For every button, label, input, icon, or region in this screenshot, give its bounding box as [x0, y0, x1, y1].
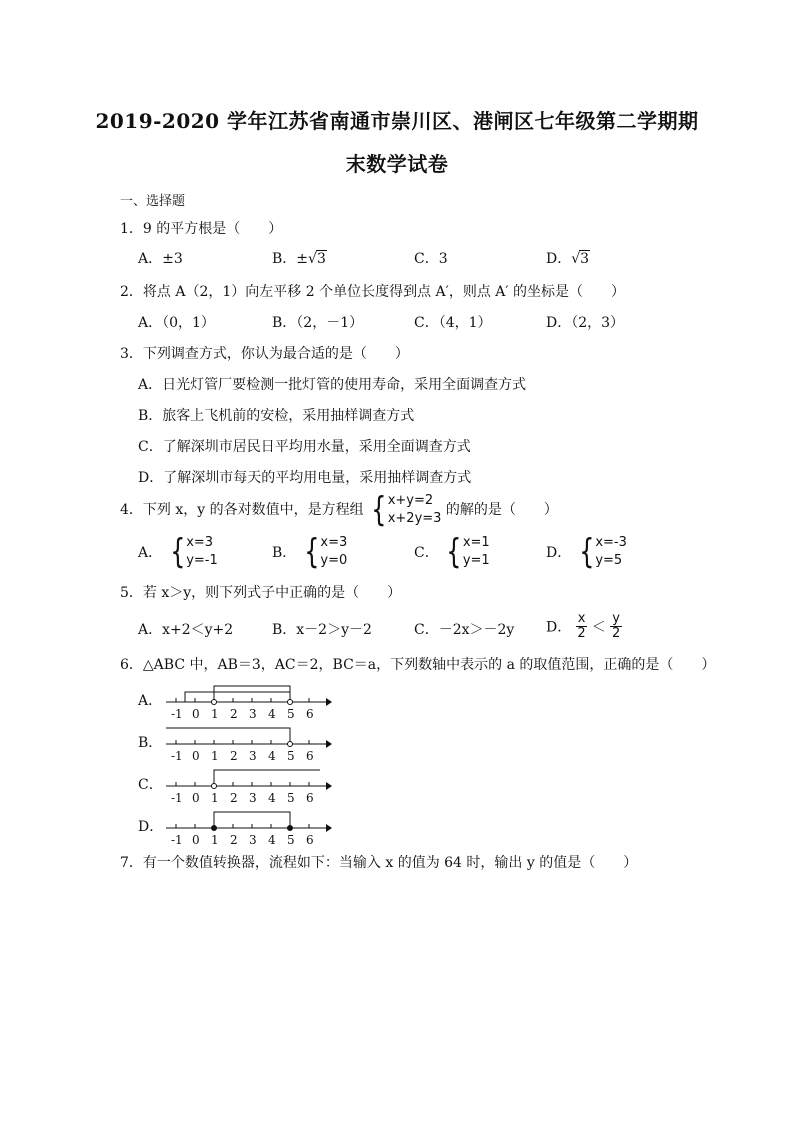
svg-text:0: 0 — [192, 833, 200, 847]
q5-stem: 5．若 x＞y，则下列式子中正确的是（ ） — [120, 585, 402, 601]
q4-option-a: A． { x=3 y=-1 — [138, 532, 218, 572]
svg-text:2: 2 — [230, 833, 238, 847]
svg-text:-1: -1 — [171, 749, 183, 763]
q2-stem: 2．将点 A（2，1）向左平移 2 个单位长度得到点 A′，则点 A′ 的坐标是（ ） — [120, 284, 626, 300]
tick-labels — [171, 707, 314, 721]
svg-text:6: 6 — [306, 791, 314, 805]
sqrt-symbol: √3 — [308, 251, 326, 267]
q1-stem: 1．9 的平方根是（ ） — [120, 221, 283, 237]
svg-text:3: 3 — [249, 749, 257, 763]
svg-text:3: 3 — [249, 707, 257, 721]
svg-text:0: 0 — [192, 791, 200, 805]
svg-text:4: 4 — [268, 833, 276, 847]
q4-stem: 4．下列 x，y 的各对数值中，是方程组 { x+y=2 x+2y=3 的解的是（ ） — [120, 490, 558, 530]
exam-title-line1: 2019-2020 学年江苏省南通市崇川区、港闸区七年级第二学期期 — [95, 109, 699, 133]
svg-text:6: 6 — [306, 749, 314, 763]
q5-option-a: A．x+2＜y+2 — [138, 622, 234, 638]
q6-number-line-b — [160, 722, 340, 762]
svg-text:4: 4 — [268, 791, 276, 805]
exam-title-line2: 末数学试卷 — [345, 152, 449, 176]
q2-option-a: A．（0，1） — [138, 315, 215, 331]
svg-text:5: 5 — [287, 707, 295, 721]
svg-text:-1: -1 — [171, 707, 183, 721]
q1-option-d: D．√3 — [546, 251, 590, 267]
svg-text:2: 2 — [230, 749, 238, 763]
q1-option-a: A．±3 — [138, 251, 183, 267]
q4-option-b: B． { x=3 y=0 — [272, 532, 348, 572]
q6-option-a-label: A． — [138, 693, 163, 709]
q6-option-c-label: C． — [138, 777, 163, 793]
q5-option-b: B．x－2＞y－2 — [272, 622, 372, 638]
q2-option-d: D．（2，3） — [546, 315, 625, 331]
svg-text:0: 0 — [192, 707, 200, 721]
q4-option-c: C． { x=1 y=1 — [414, 532, 490, 572]
tick-marks — [176, 782, 309, 786]
svg-text:4: 4 — [268, 707, 276, 721]
q7-stem: 7．有一个数值转换器，流程如下：当输入 x 的值为 64 时，输出 y 的值是（ ） — [120, 855, 638, 871]
svg-text:1: 1 — [211, 749, 219, 763]
svg-text:5: 5 — [287, 833, 295, 847]
svg-text:5: 5 — [287, 791, 295, 805]
q3-option-c: C．了解深圳市居民日平均用水量，采用全面调查方式 — [138, 439, 471, 455]
section-heading: 一、选择题 — [120, 194, 186, 209]
svg-text:3: 3 — [249, 833, 257, 847]
q5-option-c: C．－2x＞－2y — [414, 622, 515, 638]
q3-stem: 3．下列调查方式，你认为最合适的是（ ） — [120, 346, 409, 362]
sqrt-symbol: √3 — [571, 251, 590, 267]
q6-stem: 6．△ABC 中，AB＝3，AC＝2，BC＝a，下列数轴中表示的 a 的取值范围，正确的是（ ） — [120, 657, 716, 673]
svg-text:5: 5 — [287, 749, 295, 763]
svg-text:4: 4 — [268, 749, 276, 763]
left-brace: { — [371, 490, 387, 530]
svg-text:1: 1 — [211, 707, 219, 721]
q5-option-d: D． $\frac{x}{2}$ ＜ $\frac{y}{2}$ — [546, 611, 621, 641]
q6-option-d-label: D． — [138, 819, 164, 835]
svg-text:2: 2 — [230, 791, 238, 805]
svg-text:6: 6 — [306, 833, 314, 847]
svg-text:3: 3 — [249, 791, 257, 805]
q2-option-b: B．（2，－1） — [272, 315, 364, 331]
equation-system: { x+y=2 x+2y=3 — [371, 490, 442, 530]
q1-option-c: C．3 — [414, 251, 448, 267]
svg-text:-1: -1 — [171, 833, 183, 847]
q6-number-line-d — [160, 806, 340, 846]
tick-labels — [171, 791, 314, 805]
svg-text:1: 1 — [211, 833, 219, 847]
q6-number-line-c — [160, 764, 340, 804]
q3-option-b: B．旅客上飞机前的安检，采用抽样调查方式 — [138, 408, 415, 424]
q6-option-b-label: B． — [138, 735, 163, 751]
svg-text:0: 0 — [192, 749, 200, 763]
tick-labels — [171, 833, 314, 847]
svg-text:-1: -1 — [171, 791, 183, 805]
svg-text:2: 2 — [230, 707, 238, 721]
q2-option-c: C．（4，1） — [414, 315, 492, 331]
tick-labels — [171, 749, 314, 763]
q1-option-b: B．±√3 — [272, 251, 326, 267]
q3-option-a: A．日光灯管厂要检测一批灯管的使用寿命，采用全面调查方式 — [138, 377, 527, 393]
q3-option-d: D．了解深圳市每天的平均用电量，采用抽样调查方式 — [138, 470, 472, 486]
svg-text:6: 6 — [306, 707, 314, 721]
q4-option-d: D． { x=-3 y=5 — [546, 532, 627, 572]
q6-number-line-a — [160, 680, 340, 720]
svg-text:1: 1 — [211, 791, 219, 805]
